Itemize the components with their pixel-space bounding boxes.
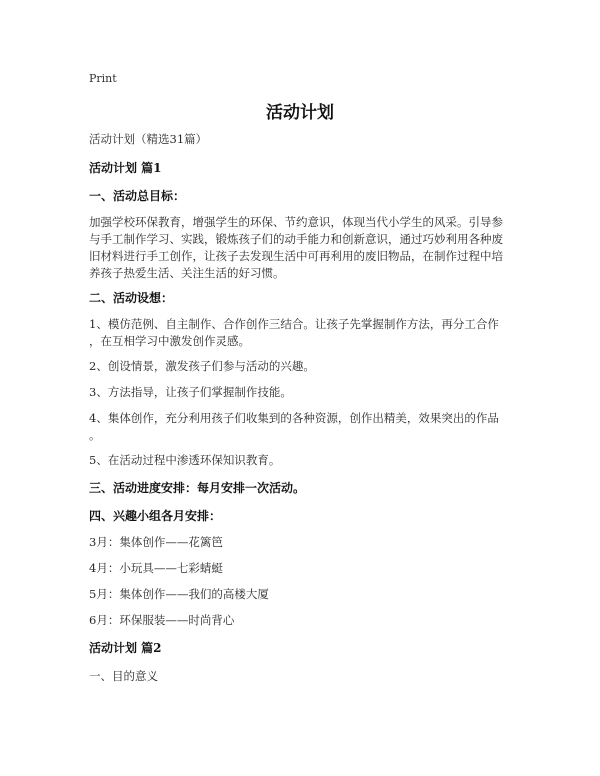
print-label[interactable]: Print [89, 72, 117, 85]
document-title: 活动计划 [266, 103, 334, 123]
goal-paragraph-line: 与手工制作学习、实践，锻炼孩子们的动手能力和创新意识，通过巧妙利用各种废 [89, 232, 503, 246]
idea-heading: 二、活动设想： [89, 291, 174, 305]
section-heading-1: 活动计划 篇1 [89, 161, 162, 175]
month-item-3: 3月：集体创作——花篱笆 [89, 535, 223, 549]
idea-item-4-line: 4、集体创作，充分利用孩子们收集到的各种资源，创作出精美，效果突出的作品 [89, 411, 499, 425]
month-item-6: 6月：环保服装——时尚背心 [89, 613, 235, 627]
month-item-5: 5月：集体创作——我们的高楼大厦 [89, 587, 269, 601]
idea-item-1-line: ，在互相学习中激发创作灵感。 [89, 334, 250, 348]
goal-heading: 一、活动总目标： [89, 189, 186, 203]
schedule-heading: 三、活动进度安排：每月安排一次活动。 [89, 481, 306, 495]
section-heading-2: 活动计划 篇2 [89, 641, 162, 655]
idea-item-4-line: 。 [89, 428, 101, 442]
idea-item-3: 3、方法指导，让孩子们掌握制作技能。 [89, 385, 292, 399]
idea-item-5: 5、在活动过程中渗透环保知识教育。 [89, 453, 281, 467]
goal-paragraph-line: 旧材料进行手工创作，让孩子去发现生活中可再利用的废旧物品，在制作过程中培 [89, 249, 503, 263]
goal-paragraph-line: 养孩子热爱生活、关注生活的好习惯。 [89, 266, 285, 280]
idea-item-1-line: 1、模仿范例、自主制作、合作创作三结合。让孩子先掌握制作方法，再分工合作 [89, 317, 499, 331]
month-item-4: 4月：小玩具——七彩蜻蜓 [89, 561, 223, 575]
meaning-heading: 一、目的意义 [89, 669, 158, 683]
goal-paragraph-line: 加强学校环保教育，增强学生的环保、节约意识，体现当代小学生的风采。引导参 [89, 215, 503, 229]
group-heading: 四、兴趣小组各月安排： [89, 509, 222, 523]
document-subtitle: 活动计划（精选31篇） [89, 132, 208, 146]
idea-item-2: 2、创设情景，激发孩子们参与活动的兴趣。 [89, 359, 315, 373]
